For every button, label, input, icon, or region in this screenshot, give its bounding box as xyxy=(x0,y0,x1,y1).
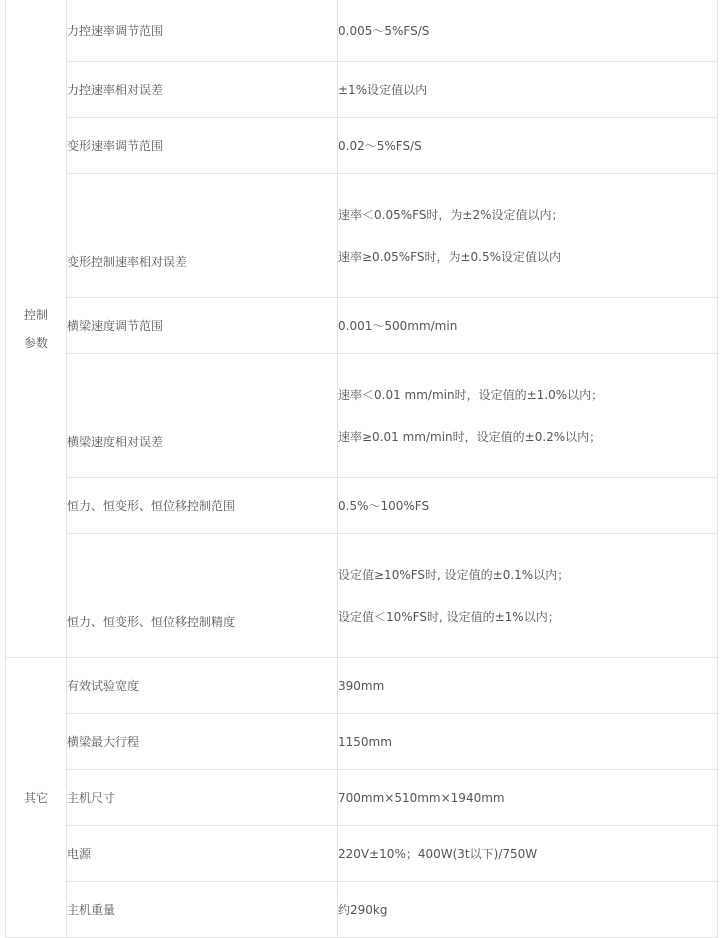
table-row xyxy=(6,0,718,62)
table-row xyxy=(6,534,718,658)
param-name: 变形控制速率相对误差 xyxy=(67,174,338,298)
param-value: 0.005～5%FS/S xyxy=(338,0,718,62)
param-value: 0.5%～100%FS xyxy=(338,478,718,534)
param-value-line: 速率＜0.01 mm/min时，设定值的±1.0%以内； xyxy=(338,387,604,402)
param-value xyxy=(338,534,718,658)
table-row xyxy=(6,826,718,882)
param-name: 力控速率相对误差 xyxy=(67,62,338,118)
param-value-line: 速率≥0.01 mm/min时，设定值的±0.2%以内； xyxy=(338,429,602,444)
param-name: 电源 xyxy=(67,826,338,882)
param-value-line: 速率≥0.05%FS时，为±0.5%设定值以内 xyxy=(338,249,562,264)
param-name: 力控速率调节范围 xyxy=(67,0,338,62)
param-name: 恒力、恒变形、恒位移控制范围 xyxy=(67,478,338,534)
param-name: 主机重量 xyxy=(67,882,338,938)
param-name: 恒力、恒变形、恒位移控制精度 xyxy=(67,534,338,658)
param-value: 1150mm xyxy=(338,714,718,770)
group-label-control-line1: 控制 xyxy=(23,307,48,322)
table-row xyxy=(6,658,718,714)
param-value: 700mm×510mm×1940mm xyxy=(338,770,718,826)
param-name: 有效试验宽度 xyxy=(67,658,338,714)
table-row xyxy=(6,298,718,354)
param-name: 横梁速度相对误差 xyxy=(67,354,338,478)
group-label-control-line2: 参数 xyxy=(23,335,48,350)
param-value-line: 设定值≥10%FS时, 设定值的±0.1%以内； xyxy=(338,567,570,582)
table-row xyxy=(6,118,718,174)
table-row xyxy=(6,174,718,298)
group-cell-control xyxy=(6,0,67,658)
group-label-other: 其它 xyxy=(23,790,48,805)
param-value: 0.02～5%FS/S xyxy=(338,118,718,174)
param-value: 220V±10%；400W(3t以下)/750W xyxy=(338,826,718,882)
table-row xyxy=(6,714,718,770)
param-name: 横梁最大行程 xyxy=(67,714,338,770)
group-cell-other xyxy=(6,658,67,938)
param-name: 变形速率调节范围 xyxy=(67,118,338,174)
param-value: 0.001～500mm/min xyxy=(338,298,718,354)
param-value-line: 速率＜0.05%FS时，为±2%设定值以内； xyxy=(338,207,564,222)
param-name: 横梁速度调节范围 xyxy=(67,298,338,354)
param-value: ±1%设定值以内 xyxy=(338,62,718,118)
param-value xyxy=(338,354,718,478)
param-name: 主机尺寸 xyxy=(67,770,338,826)
table-row xyxy=(6,478,718,534)
table-row xyxy=(6,62,718,118)
table-row xyxy=(6,770,718,826)
table-row xyxy=(6,882,718,938)
param-value-line: 设定值＜10%FS时, 设定值的±1%以内； xyxy=(338,609,560,624)
table-row xyxy=(6,354,718,478)
param-value: 约290kg xyxy=(338,882,718,938)
spec-table xyxy=(5,0,718,938)
param-value: 390mm xyxy=(338,658,718,714)
param-value xyxy=(338,174,718,298)
